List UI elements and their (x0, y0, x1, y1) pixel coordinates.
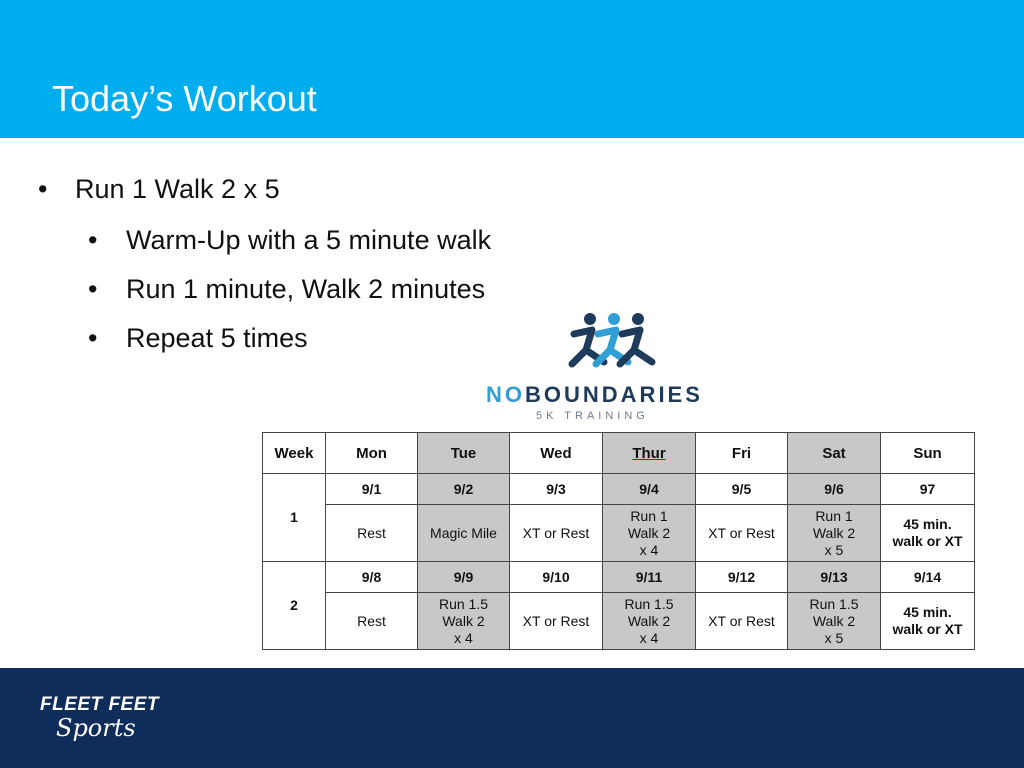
plan-cell: XT or Rest (696, 593, 788, 650)
bullet-text: Run 1 minute, Walk 2 minutes (126, 274, 486, 304)
date-cell: 9/4 (603, 474, 696, 505)
header-label: Mon (356, 444, 387, 462)
bullet-dot-icon: • (88, 274, 98, 304)
date-cell: 9/2 (418, 474, 510, 505)
week-cell: 1 (263, 474, 326, 562)
plan-cell: Run 1.5 Walk 2 x 4 (603, 593, 696, 650)
table-body (263, 433, 975, 650)
plan-cell: 45 min. walk or XT (881, 505, 975, 562)
date-cell: 9/9 (418, 562, 510, 593)
date-cell: 9/6 (788, 474, 881, 505)
plan-cell: Rest (326, 593, 418, 650)
header-label: Tue (450, 444, 477, 462)
bullet-dot-icon: • (38, 174, 48, 204)
date-cell: 9/8 (326, 562, 418, 593)
fleet-feet-logo-line2: Sports (56, 714, 136, 742)
table-header-cell (696, 433, 788, 474)
plan-cell: Rest (326, 505, 418, 562)
plan-cell: Run 1.5 Walk 2 x 4 (418, 593, 510, 650)
date-cell: 9/12 (696, 562, 788, 593)
date-cell: 9/13 (788, 562, 881, 593)
runners-icon (564, 310, 660, 372)
bullet-text: Warm-Up with a 5 minute walk (126, 225, 492, 255)
table-header-cell (881, 433, 975, 474)
table-header-cell (326, 433, 418, 474)
table-row (263, 593, 975, 650)
logo-subtitle: 5K TRAINING (536, 410, 649, 422)
header-label: Week (274, 444, 314, 462)
header-label: Fri (731, 444, 752, 462)
date-cell: 9/1 (326, 474, 418, 505)
bullet-dot-icon: • (88, 323, 98, 353)
table-header-cell (788, 433, 881, 474)
bullet-item (88, 225, 491, 256)
date-cell: 9/5 (696, 474, 788, 505)
table-header-cell (418, 433, 510, 474)
table-row (263, 474, 975, 505)
bullet-item (38, 174, 280, 205)
date-cell: 9/10 (510, 562, 603, 593)
bullet-item (88, 323, 308, 354)
bullet-text: Repeat 5 times (126, 323, 308, 353)
date-cell: 97 (881, 474, 975, 505)
logo-wordmark: NOBOUNDARIES (486, 382, 703, 407)
training-schedule-table (262, 432, 975, 650)
table-header-cell (603, 433, 696, 474)
header-label: Sat (822, 444, 846, 462)
date-cell: 9/14 (881, 562, 975, 593)
table-header-cell (263, 433, 326, 474)
table-crop-edge (0, 654, 1024, 668)
bullet-dot-icon: • (88, 225, 98, 255)
plan-cell: Run 1 Walk 2 x 5 (788, 505, 881, 562)
plan-cell: XT or Rest (696, 505, 788, 562)
plan-cell: 45 min. walk or XT (881, 593, 975, 650)
table-row (263, 505, 975, 562)
header-label: Thur (632, 444, 666, 462)
table-header-cell (510, 433, 603, 474)
no-boundaries-logo (480, 306, 750, 432)
date-cell: 9/11 (603, 562, 696, 593)
table-row (263, 562, 975, 593)
table-header-row (263, 433, 975, 474)
date-cell: 9/3 (510, 474, 603, 505)
bullet-item (88, 274, 485, 305)
slide-title: Today’s Workout (52, 78, 317, 119)
plan-cell: XT or Rest (510, 593, 603, 650)
header-label: Sun (913, 444, 942, 462)
plan-cell: Magic Mile (418, 505, 510, 562)
plan-cell: Run 1 Walk 2 x 4 (603, 505, 696, 562)
bullet-text: Run 1 Walk 2 x 5 (75, 174, 280, 204)
header-label: Wed (540, 444, 572, 462)
footer-bar (0, 668, 1024, 768)
fleet-feet-logo-line1: FLEET FEET (40, 694, 159, 715)
week-cell: 2 (263, 562, 326, 650)
plan-cell: Run 1.5 Walk 2 x 5 (788, 593, 881, 650)
plan-cell: XT or Rest (510, 505, 603, 562)
